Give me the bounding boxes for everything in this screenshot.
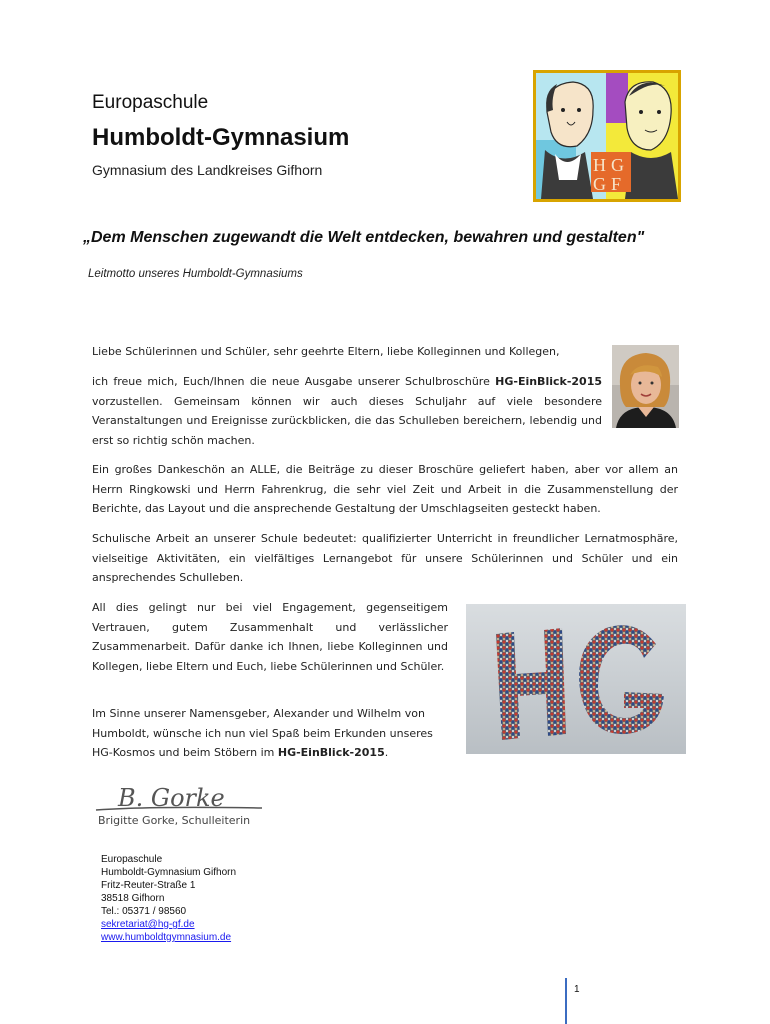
p1-text-end: vorzustellen. Gemeinsam können wir auch dieses Schuljahr auf viele besondere Veranstaltungen und Ereignisse zurückblicken, die das Schulleben bereichern, lebendig und erst so richtig schön machen. bbox=[92, 394, 602, 447]
p1-text-start: ich freue mich, Euch/Ihnen die neue Ausgabe unserer Schulbroschüre bbox=[92, 375, 496, 388]
letter-paragraph-3: Schulische Arbeit an unserer Schule bedeutet: qualifizierter Unterricht in freundlicher Lernatmosphäre, vielseitige Aktivitäten, ein vielfältiges Lernangebot für unsere Schülerinnen und Schüler und ein ansprechendes Schulleben. bbox=[92, 532, 678, 584]
address-block bbox=[101, 853, 236, 944]
school-type-label: Europaschule bbox=[92, 92, 209, 113]
p5-text-start: Im Sinne unserer Namensgeber, Alexander und Wilhelm von Humboldt, wünsche ich nun viel Spaß beim Erkunden unseres HG-Kosmos und beim Stöbern im bbox=[92, 707, 433, 759]
address-line-4: 38518 Gifhorn bbox=[101, 893, 165, 904]
logo-letter-g2: G bbox=[593, 174, 606, 194]
address-line-1: Europaschule bbox=[101, 854, 163, 865]
logo-letter-h: H bbox=[593, 155, 606, 175]
address-phone: Tel.: 05371 / 98560 bbox=[101, 906, 187, 917]
letter-paragraph-2: Ein großes Dankeschön an ALLE, die Beiträge zu dieser Broschüre geliefert haben, aber vor allem an Herrn Ringkowski und Herrn Fahrenkrug, die sehr viel Zeit und Arbeit in die Zusammenstellung der Berichte, das Layout und die ansprechende Gestaltung der Umschlagseiten gesteckt haben. bbox=[92, 463, 678, 515]
address-line-2: Humboldt-Gymnasium Gifhorn bbox=[101, 867, 237, 878]
address-line-3: Fritz-Reuter-Straße 1 bbox=[101, 880, 196, 891]
letter-paragraph-4: All dies gelingt nur bei viel Engagement, gegenseitigem Vertrauen, gutem Zusammenhalt und verlässlicher Zusammenarbeit. Dafür danke ich Ihnen, liebe Kolleginnen und Kollegen, liebe Eltern und Euch, liebe Schülerinnen und Schüler. bbox=[92, 601, 448, 673]
letter-paragraph-5 bbox=[92, 704, 448, 763]
p5-brochure-name: HG-EinBlick-2015 bbox=[277, 746, 385, 759]
motto-quote: „Dem Menschen zugewandt die Welt entdecken, bewahren und gestalten" bbox=[83, 229, 645, 246]
signature-name: Brigitte Gorke, Schulleiterin bbox=[98, 814, 251, 827]
letter-paragraph-1 bbox=[92, 372, 602, 450]
p5-text-end: . bbox=[384, 746, 389, 759]
crowd-hg-photo bbox=[466, 604, 686, 754]
signature-script: B. Gorke bbox=[118, 784, 225, 812]
school-logo bbox=[533, 70, 681, 202]
motto-caption: Leitmotto unseres Humboldt-Gymnasiums bbox=[88, 268, 303, 280]
principal-photo bbox=[612, 345, 679, 428]
website-link[interactable]: www.humboldtgymnasium.de bbox=[101, 932, 232, 943]
page-number: 1 bbox=[574, 984, 580, 995]
school-name-title: Humboldt-Gymnasium bbox=[92, 124, 350, 151]
letter-greeting: Liebe Schülerinnen und Schüler, sehr geehrte Eltern, liebe Kolleginnen und Kollegen, bbox=[92, 345, 560, 358]
page-number-rule bbox=[565, 978, 567, 1024]
school-subtitle: Gymnasium des Landkreises Gifhorn bbox=[92, 162, 323, 178]
email-link[interactable]: sekretariat@hg-gf.de bbox=[101, 919, 195, 930]
p1-brochure-name: HG-EinBlick-2015 bbox=[495, 375, 602, 388]
logo-letter-g: G bbox=[611, 155, 624, 175]
logo-letter-f: F bbox=[611, 174, 622, 194]
